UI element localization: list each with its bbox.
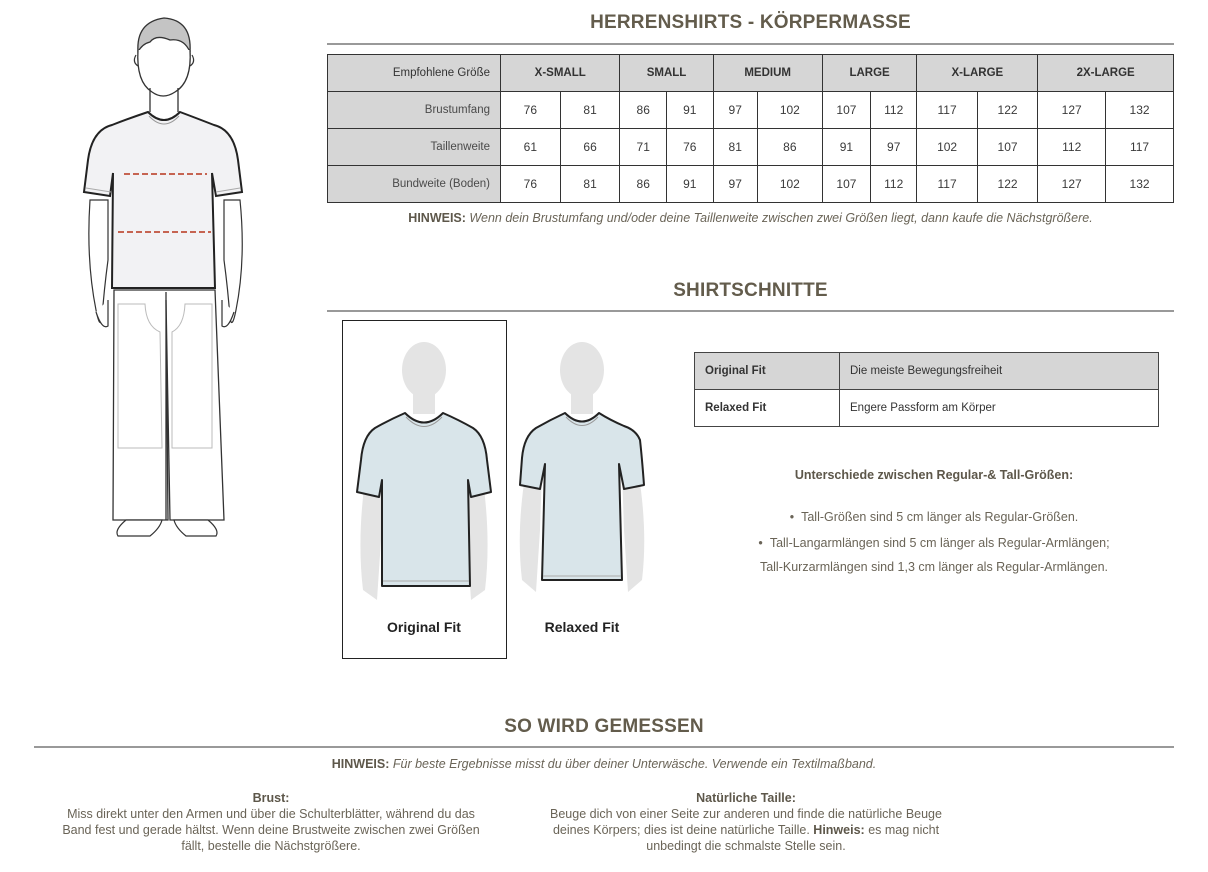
list-item: • Tall-Langarmlängen sind 5 cm länger als Regular-Armlängen; [700, 530, 1168, 556]
relaxed-fit-illustration[interactable] [512, 340, 652, 610]
table-cell: 102 [917, 129, 977, 166]
size-chart-divider [327, 43, 1174, 45]
table-cell: 132 [1106, 166, 1174, 203]
fits-divider [327, 310, 1174, 312]
size-header-row [328, 55, 1174, 92]
table-cell: 117 [917, 166, 977, 203]
size-chart-table [327, 54, 1174, 203]
table-cell: 66 [560, 129, 620, 166]
table-cell: 81 [713, 129, 757, 166]
table-cell: 107 [822, 166, 870, 203]
table-cell: 91 [667, 166, 714, 203]
chest-line: fällt, bestelle die Nächstgrößere. [181, 839, 361, 853]
table-cell: 127 [1038, 166, 1106, 203]
size-xsmall: X-SMALL [501, 55, 620, 92]
row-label: Brustumfang [328, 92, 501, 129]
table-cell: 86 [620, 92, 667, 129]
waist-line: unbedingt die schmalste Stelle sein. [646, 839, 846, 853]
table-cell: 117 [917, 92, 977, 129]
table-row [695, 390, 1159, 427]
chest-line: Miss direkt unter den Armen und über die Schulterblätter, während du das [67, 807, 475, 821]
table-cell: 76 [501, 166, 561, 203]
table-cell: 117 [1106, 129, 1174, 166]
table-cell: 71 [620, 129, 667, 166]
tall-differences-title: Unterschiede zwischen Regular-& Tall-Größen: [794, 468, 1074, 482]
size-medium: MEDIUM [713, 55, 822, 92]
table-cell: 81 [560, 92, 620, 129]
fit-name: Original Fit [695, 353, 840, 390]
size-small: SMALL [620, 55, 713, 92]
relaxed-fit-label: Relaxed Fit [544, 619, 620, 635]
list-item: • Tall-Größen sind 5 cm länger als Regular-Größen. [700, 504, 1168, 530]
table-cell: 97 [871, 129, 917, 166]
table-cell: 112 [1038, 129, 1106, 166]
table-row-waistband [328, 166, 1174, 203]
table-cell: 132 [1106, 92, 1174, 129]
table-cell: 86 [757, 129, 822, 166]
note-label: HINWEIS: [408, 211, 466, 225]
table-cell: 76 [501, 92, 561, 129]
measuring-divider [34, 746, 1174, 748]
table-cell: 112 [871, 92, 917, 129]
body-measurement-figure [70, 10, 270, 540]
table-row [695, 353, 1159, 390]
table-cell: 61 [501, 129, 561, 166]
note-label: HINWEIS: [331, 757, 390, 771]
waist-title: Natürliche Taille: [696, 791, 796, 805]
table-cell: 102 [757, 92, 822, 129]
size-header-label: Empfohlene Größe [328, 55, 501, 92]
chest-line: Band fest und gerade hältst. Wenn deine Brustweite zwischen zwei Größen [62, 823, 480, 837]
table-row-chest [328, 92, 1174, 129]
table-cell: 122 [977, 166, 1037, 203]
row-label: Taillenweite [328, 129, 501, 166]
fit-comparison-table [694, 352, 1159, 427]
waist-line-text: es mag nicht [868, 823, 940, 837]
table-cell: 97 [713, 92, 757, 129]
chest-instructions [30, 790, 512, 854]
size-chart-title: HERRENSHIRTS - KÖRPERMASSE [590, 12, 911, 33]
size-xlarge: X-LARGE [917, 55, 1038, 92]
original-fit-label: Original Fit [387, 619, 461, 635]
fits-title: SHIRTSCHNITTE [673, 280, 828, 301]
table-cell: 81 [560, 166, 620, 203]
size-2xlarge: 2X-LARGE [1038, 55, 1174, 92]
chest-title: Brust: [252, 791, 290, 805]
table-cell: 122 [977, 92, 1037, 129]
waist-line-text: deines Körpers; dies ist deine natürliche Taille. [552, 823, 810, 837]
table-cell: 86 [620, 166, 667, 203]
tall-differences-list [700, 504, 1168, 580]
fit-description: Engere Passform am Körper [840, 390, 1159, 427]
table-row-waist [328, 129, 1174, 166]
table-cell: 76 [667, 129, 714, 166]
table-cell: 91 [667, 92, 714, 129]
note-text: Wenn dein Brustumfang und/oder deine Taillenweite zwischen zwei Größen liegt, dann kaufe die Nächstgrößere. [469, 211, 1093, 225]
size-chart-note [327, 211, 1174, 225]
table-cell: 127 [1038, 92, 1106, 129]
note-text: Für beste Ergebnisse misst du über deiner Unterwäsche. Verwende ein Textilmaßband. [392, 757, 877, 771]
table-cell: 91 [822, 129, 870, 166]
fit-description: Die meiste Bewegungsfreiheit [840, 353, 1159, 390]
list-item-continuation: Tall-Kurzarmlängen sind 1,3 cm länger als Regular-Armlängen. [759, 560, 1109, 574]
table-cell: 107 [977, 129, 1037, 166]
waist-line: Beuge dich von einer Seite zur anderen und finde die natürliche Beuge [550, 807, 942, 821]
row-label: Bundweite (Boden) [328, 166, 501, 203]
table-cell: 97 [713, 166, 757, 203]
waist-instructions [520, 790, 972, 854]
table-cell: 107 [822, 92, 870, 129]
table-cell: 112 [871, 166, 917, 203]
measuring-title: SO WIRD GEMESSEN [504, 716, 704, 737]
size-large: LARGE [822, 55, 917, 92]
waist-line [520, 822, 972, 838]
waist-hint-label: Hinweis: [813, 823, 865, 837]
measuring-note [34, 757, 1174, 771]
original-fit-illustration[interactable] [355, 340, 495, 610]
fit-name: Relaxed Fit [695, 390, 840, 427]
table-cell: 102 [757, 166, 822, 203]
